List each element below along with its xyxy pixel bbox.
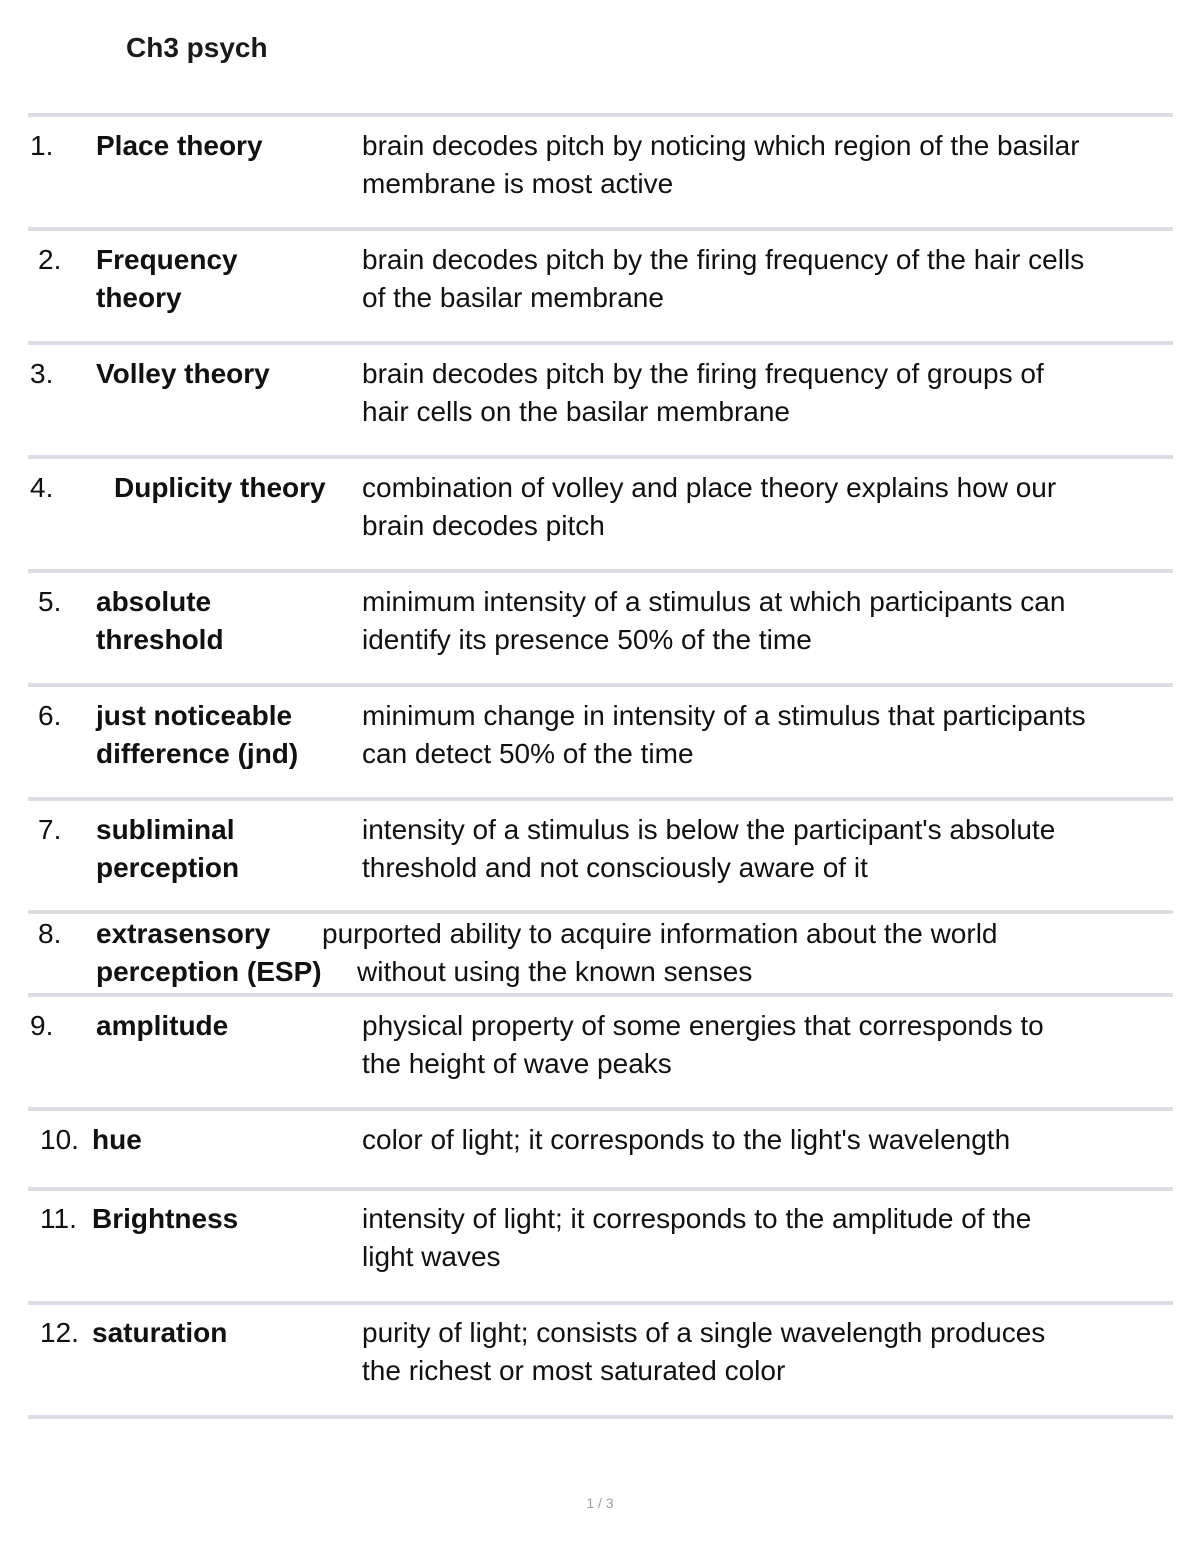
document-title: Ch3 psych	[126, 32, 268, 63]
entry-number: 11.	[40, 1203, 77, 1234]
entry-term: Frequency theory	[96, 244, 238, 313]
entry-number: 6.	[38, 700, 62, 731]
entry-number: 9.	[30, 1010, 54, 1041]
divider	[28, 1301, 1173, 1305]
entry-definition: physical property of some energies that corresponds to the height of wave peaks	[362, 1010, 1044, 1079]
entry-number: 3.	[30, 358, 54, 389]
entry-definition: minimum intensity of a stimulus at which participants can identify its presence 50% of the time	[362, 586, 1066, 655]
entry-term: absolute threshold	[96, 586, 224, 655]
entry-number: 4.	[30, 472, 54, 503]
divider	[28, 341, 1173, 345]
entry-term: extrasensory perception (ESP)	[96, 918, 322, 987]
divider	[28, 993, 1173, 997]
entry-number: 8.	[38, 918, 62, 949]
divider	[28, 113, 1173, 117]
entry-term: saturation	[92, 1317, 228, 1348]
entry-number: 5.	[38, 586, 62, 617]
divider	[28, 797, 1173, 801]
entry-number: 12.	[40, 1317, 79, 1348]
entry-term: amplitude	[96, 1010, 229, 1041]
entry-term: Volley theory	[96, 358, 270, 389]
divider	[28, 1415, 1173, 1419]
divider	[28, 683, 1173, 687]
entry-term: Place theory	[96, 130, 263, 161]
entry-term: subliminal perception	[96, 814, 240, 883]
entry-number: 7.	[38, 814, 62, 845]
entry-term: Brightness	[92, 1203, 239, 1234]
entry-term: hue	[92, 1124, 142, 1155]
divider	[28, 569, 1173, 573]
entry-definition: purity of light; consists of a single wavelength produces the richest or most saturated color	[362, 1317, 1046, 1386]
entry-definition: brain decodes pitch by noticing which region of the basilar membrane is most active	[362, 130, 1080, 199]
entry-definition: intensity of light; it corresponds to the amplitude of the light waves	[362, 1203, 1032, 1272]
divider	[28, 1187, 1173, 1191]
entry-term: Duplicity theory	[114, 472, 326, 503]
divider	[28, 910, 1173, 914]
entry-term: just noticeable difference (jnd)	[96, 700, 299, 769]
entry-definition: combination of volley and place theory explains how our brain decodes pitch	[362, 472, 1057, 541]
entry-definition: intensity of a stimulus is below the participant's absolute threshold and not consciously aware of it	[362, 814, 1056, 883]
entry-definition: purported ability to acquire information about the world without using the known senses	[322, 918, 998, 987]
entry-definition: color of light; it corresponds to the light's wavelength	[362, 1124, 1011, 1155]
entry-number: 1.	[30, 130, 54, 161]
divider	[28, 1107, 1173, 1111]
entry-definition: brain decodes pitch by the firing frequency of the hair cells of the basilar membrane	[362, 244, 1085, 313]
divider	[28, 455, 1173, 459]
entry-definition: brain decodes pitch by the firing frequency of groups of hair cells on the basilar membrane	[362, 358, 1044, 427]
page-indicator: 1 / 3	[586, 1495, 614, 1511]
divider	[28, 227, 1173, 231]
entry-number: 10.	[40, 1124, 79, 1155]
entry-number: 2.	[38, 244, 62, 275]
entry-definition: minimum change in intensity of a stimulus that participants can detect 50% of the time	[362, 700, 1086, 769]
